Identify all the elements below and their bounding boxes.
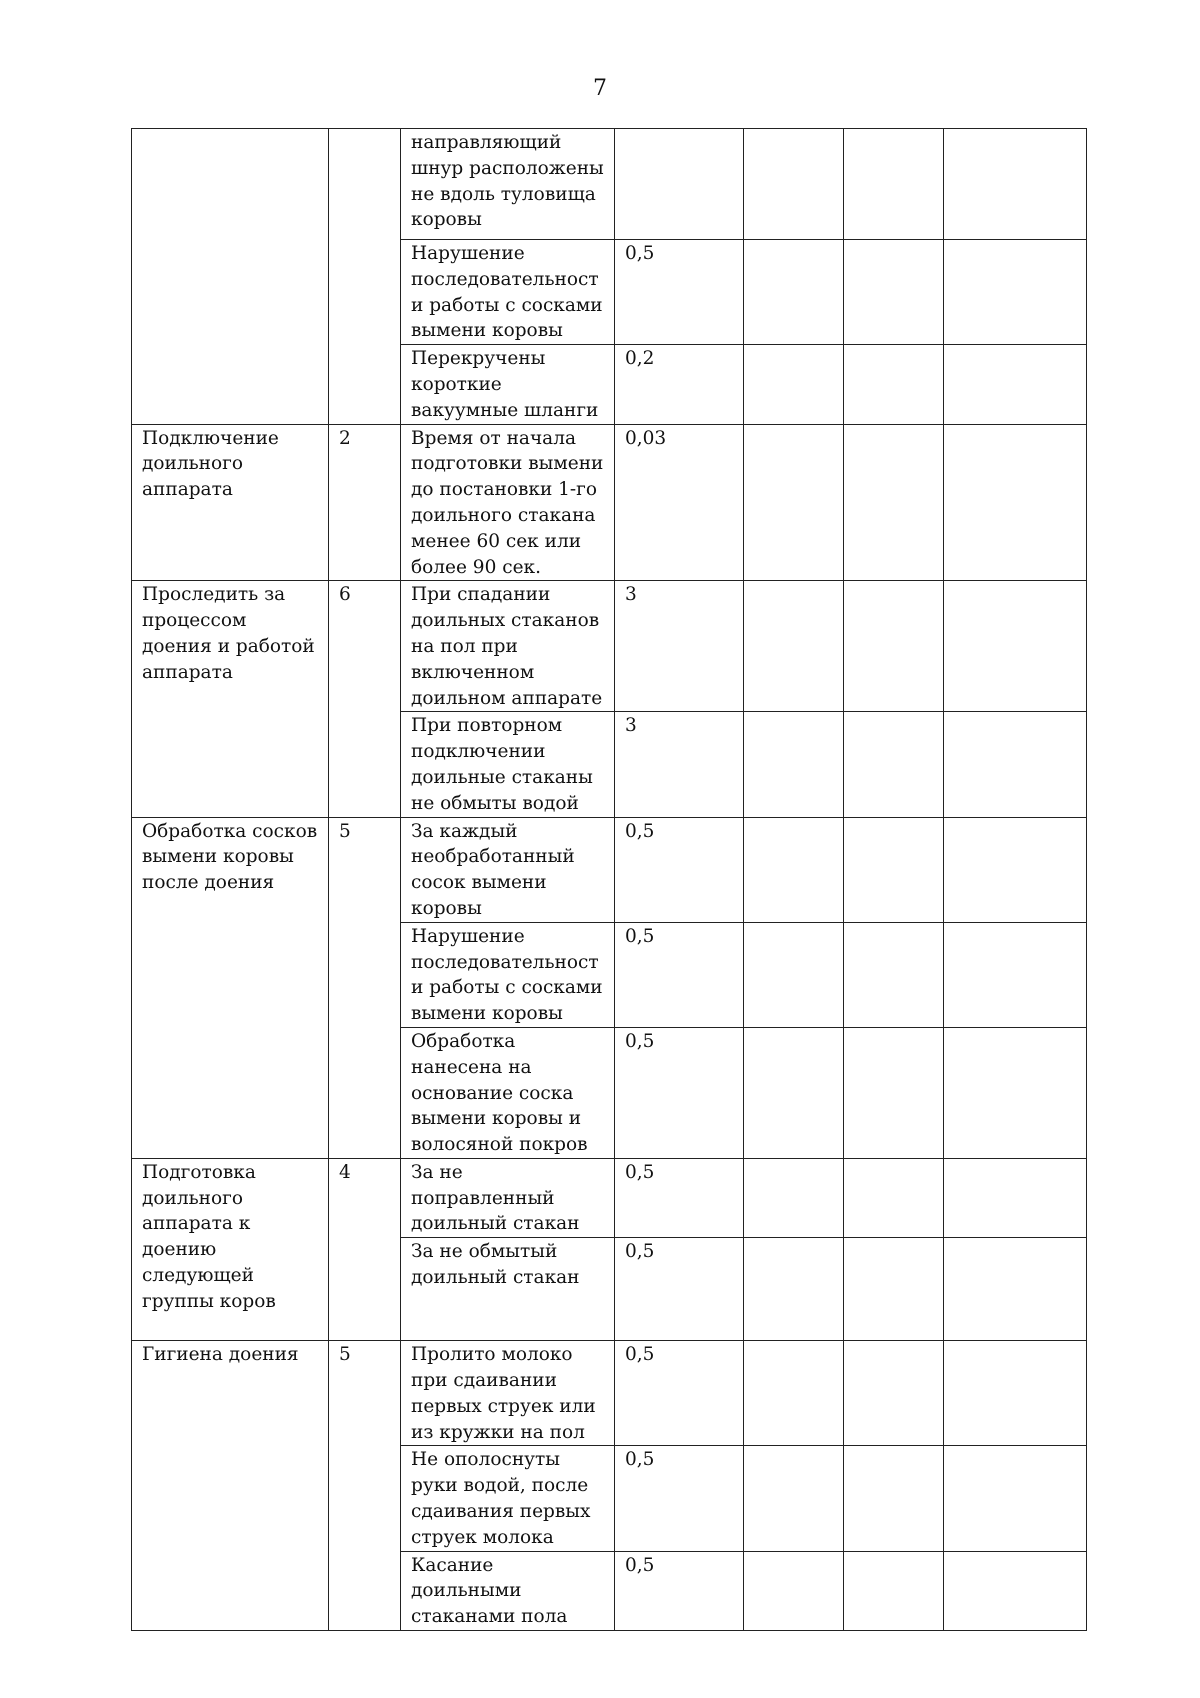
points-cell: 2 <box>329 424 401 581</box>
penalty-cell: 0,03 <box>615 424 744 581</box>
empty-cell <box>744 712 844 817</box>
empty-cell <box>944 581 1087 712</box>
violation-cell: При повторном подключении доильные стаканы не обмыты водой <box>401 712 615 817</box>
empty-cell <box>844 712 944 817</box>
penalty-cell: 0,5 <box>615 1341 744 1446</box>
table-row <box>132 424 1087 581</box>
points-cell <box>329 129 401 425</box>
operation-cell: Подключение доильного аппарата <box>132 424 329 581</box>
evaluation-table <box>131 128 1087 1631</box>
penalty-cell: 0,5 <box>615 922 744 1027</box>
empty-cell <box>844 1551 944 1630</box>
empty-cell <box>944 817 1087 922</box>
operation-cell <box>132 129 329 425</box>
penalty-cell: 0,2 <box>615 345 744 424</box>
empty-cell <box>944 1446 1087 1551</box>
operation-cell: Проследить за процессом доения и работой аппарата <box>132 581 329 817</box>
empty-cell <box>944 922 1087 1027</box>
page-number: 7 <box>593 76 607 101</box>
penalty-cell: 0,5 <box>615 1238 744 1341</box>
penalty-cell: 0,5 <box>615 817 744 922</box>
violation-cell: направляющий шнур расположены не вдоль туловища коровы <box>401 129 615 240</box>
penalty-cell <box>615 129 744 240</box>
operation-cell: Гигиена доения <box>132 1341 329 1631</box>
operation-cell: Подготовка доильного аппарата к доению следующей группы коров <box>132 1158 329 1340</box>
violation-cell: За не поправленный доильный стакан <box>401 1158 615 1237</box>
empty-cell <box>744 345 844 424</box>
empty-cell <box>744 1158 844 1237</box>
violation-cell: При спадании доильных стаканов на пол при включенном доильном аппарате <box>401 581 615 712</box>
empty-cell <box>844 1341 944 1446</box>
empty-cell <box>844 424 944 581</box>
violation-cell: Не ополоснуты руки водой, после сдаивания первых струек молока <box>401 1446 615 1551</box>
empty-cell <box>844 1446 944 1551</box>
empty-cell <box>944 1341 1087 1446</box>
penalty-cell: 3 <box>615 581 744 712</box>
penalty-cell: 0,5 <box>615 1446 744 1551</box>
violation-cell: Касание доильными стаканами пола <box>401 1551 615 1630</box>
empty-cell <box>844 1238 944 1341</box>
table-row <box>132 817 1087 922</box>
empty-cell <box>844 817 944 922</box>
empty-cell <box>744 1238 844 1341</box>
empty-cell <box>744 240 844 345</box>
penalty-cell: 0,5 <box>615 1158 744 1237</box>
empty-cell <box>944 129 1087 240</box>
table-row <box>132 1158 1087 1237</box>
empty-cell <box>744 922 844 1027</box>
violation-cell: Пролито молоко при сдаивании первых струек или из кружки на пол <box>401 1341 615 1446</box>
points-cell: 5 <box>329 1341 401 1631</box>
violation-cell: За не обмытый доильный стакан <box>401 1238 615 1341</box>
violation-cell: Нарушение последовательности работы с сосками вымени коровы <box>401 240 615 345</box>
points-cell: 6 <box>329 581 401 817</box>
empty-cell <box>744 1551 844 1630</box>
empty-cell <box>944 1238 1087 1341</box>
penalty-cell: 3 <box>615 712 744 817</box>
violation-cell: Время от начала подготовки вымени до постановки 1-го доильного стакана менее 60 сек или более 90 сек. <box>401 424 615 581</box>
empty-cell <box>844 922 944 1027</box>
empty-cell <box>944 424 1087 581</box>
empty-cell <box>744 424 844 581</box>
empty-cell <box>744 581 844 712</box>
penalty-cell: 0,5 <box>615 1027 744 1158</box>
penalty-cell: 0,5 <box>615 1551 744 1630</box>
violation-cell: За каждый необработанный сосок вымени коровы <box>401 817 615 922</box>
table-row <box>132 129 1087 240</box>
operation-cell: Обработка сосков вымени коровы после доения <box>132 817 329 1158</box>
empty-cell <box>844 1158 944 1237</box>
empty-cell <box>744 1027 844 1158</box>
empty-cell <box>744 1341 844 1446</box>
points-cell: 5 <box>329 817 401 1158</box>
empty-cell <box>944 1551 1087 1630</box>
empty-cell <box>744 1446 844 1551</box>
empty-cell <box>844 581 944 712</box>
points-cell: 4 <box>329 1158 401 1340</box>
violation-cell: Перекручены короткие вакуумные шланги <box>401 345 615 424</box>
empty-cell <box>744 129 844 240</box>
empty-cell <box>944 345 1087 424</box>
empty-cell <box>944 1158 1087 1237</box>
empty-cell <box>944 240 1087 345</box>
empty-cell <box>744 817 844 922</box>
empty-cell <box>844 240 944 345</box>
empty-cell <box>844 129 944 240</box>
violation-cell: Нарушение последовательности работы с сосками вымени коровы <box>401 922 615 1027</box>
empty-cell <box>844 1027 944 1158</box>
table-row <box>132 1341 1087 1446</box>
violation-cell: Обработка нанесена на основание соска вымени коровы и волосяной покров <box>401 1027 615 1158</box>
empty-cell <box>944 1027 1087 1158</box>
table-row <box>132 581 1087 712</box>
penalty-cell: 0,5 <box>615 240 744 345</box>
empty-cell <box>944 712 1087 817</box>
empty-cell <box>844 345 944 424</box>
